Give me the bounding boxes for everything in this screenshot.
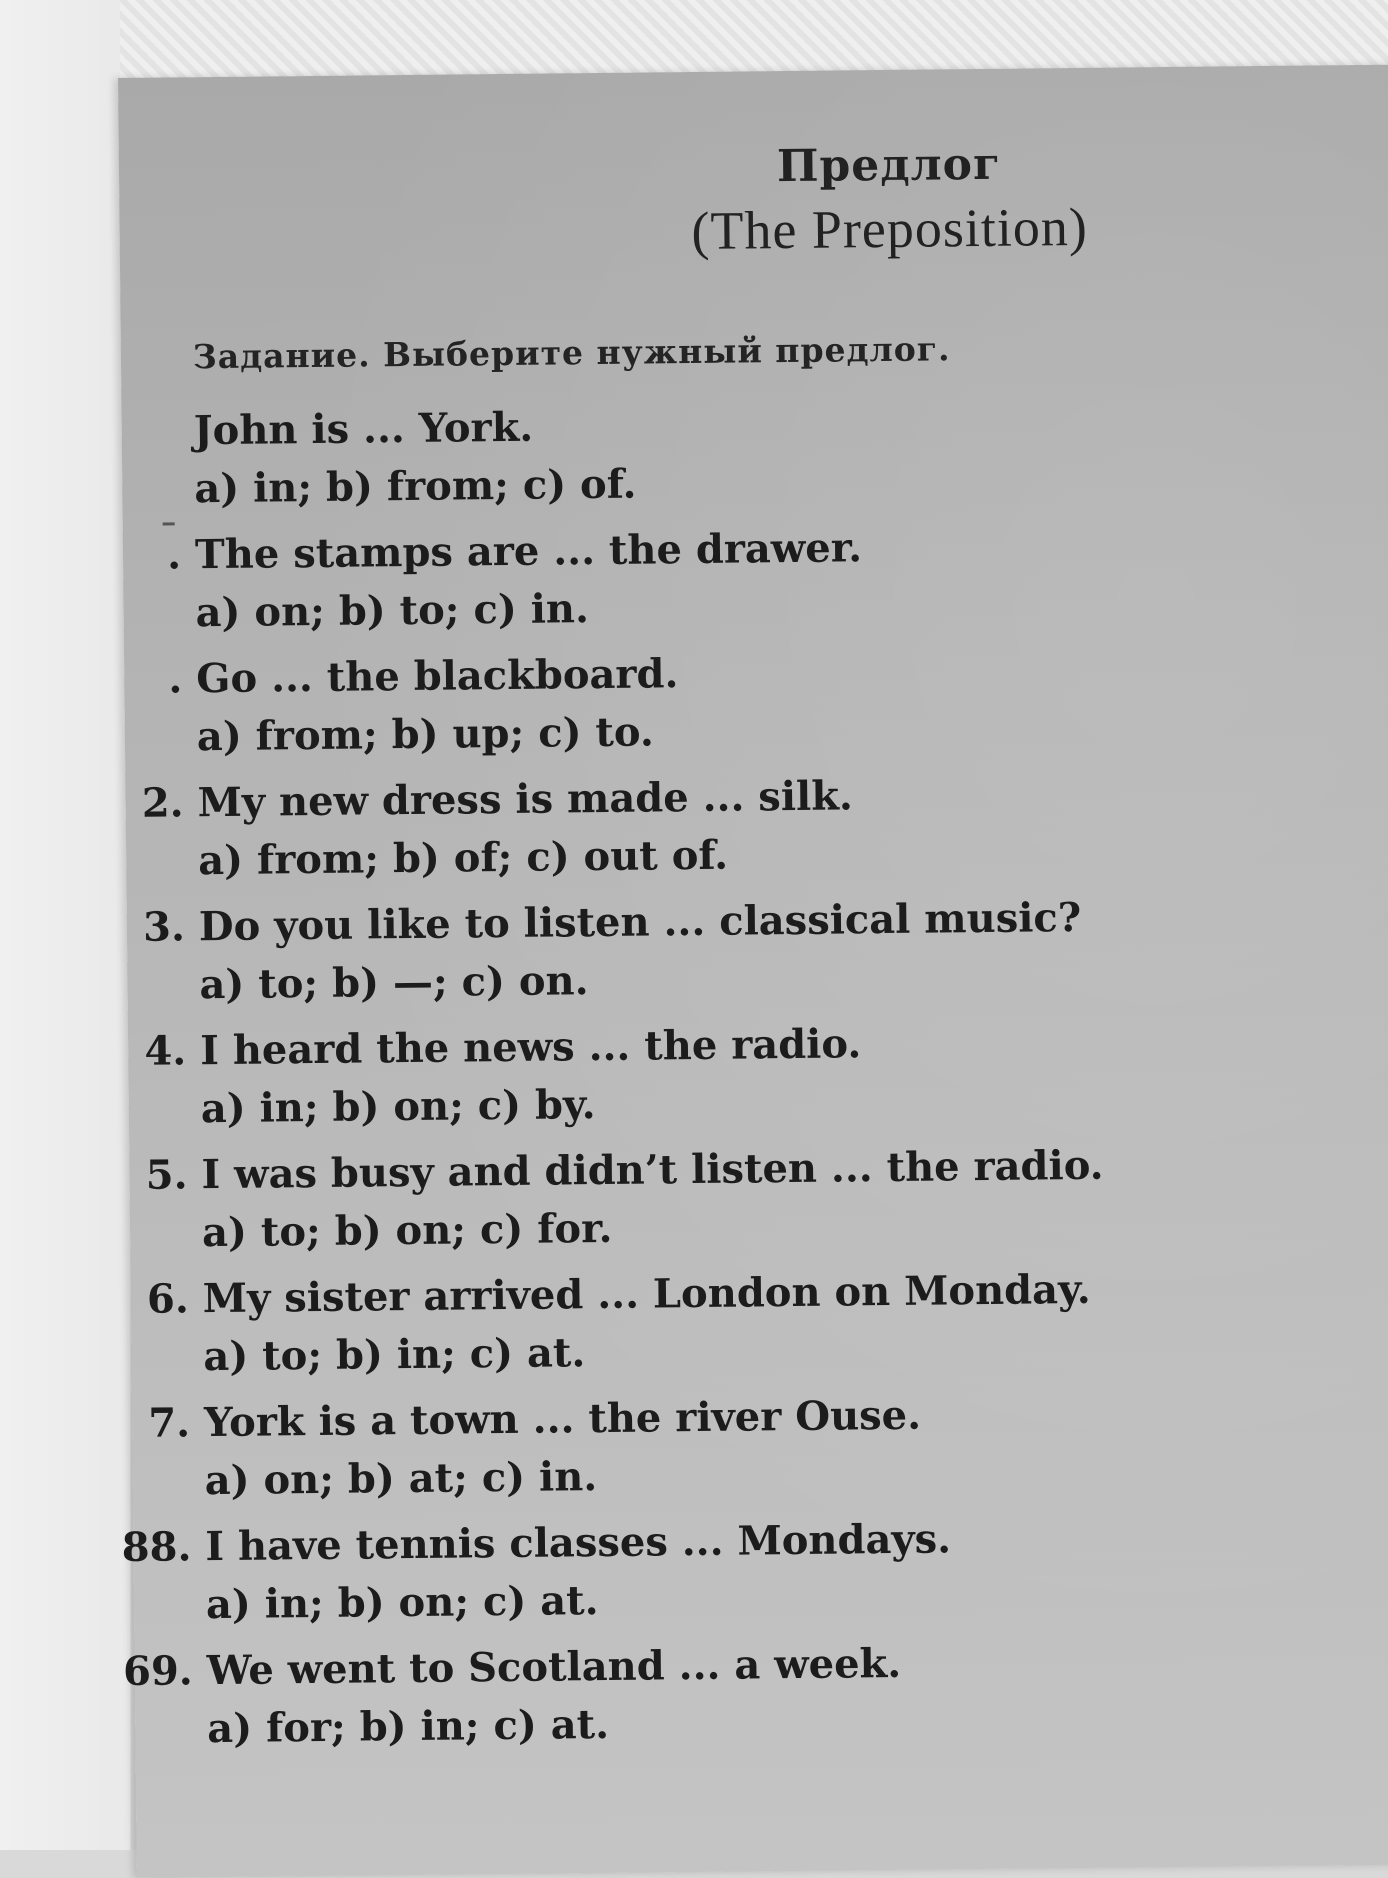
exercise-item: [129, 1139, 1330, 1276]
item-number: 2.: [141, 779, 184, 827]
task-instruction: Задание. Выберите нужный предлог.: [192, 329, 951, 377]
item-question: My sister arrived ... London on Monday.: [202, 1265, 1091, 1323]
item-question: I was busy and didn’t listen ... the radio.: [201, 1141, 1104, 1199]
item-options: a) in; b) on; c) by.: [200, 1081, 596, 1133]
item-number: 5.: [145, 1151, 188, 1199]
item-question: My new dress is made ... silk.: [197, 772, 854, 827]
margin-mark: [163, 522, 175, 525]
exercise-list: [121, 395, 1335, 1771]
exercise-item: [125, 767, 1326, 904]
exercise-item: [132, 1387, 1333, 1524]
exercise-item: [127, 891, 1328, 1028]
exercise-item: [124, 643, 1325, 780]
item-number: 88.: [121, 1523, 192, 1572]
item-number: 6.: [146, 1275, 190, 1323]
item-options: a) to; b) in; c) at.: [203, 1329, 586, 1381]
item-question: Do you like to listen ... classical music?: [198, 893, 1082, 951]
item-options: a) to; b) on; c) for.: [201, 1204, 613, 1257]
worksheet-page: [118, 64, 1388, 1877]
item-number: 7.: [148, 1399, 191, 1447]
page-title: Предлог: [776, 138, 1002, 193]
item-options: a) in; b) from; c) of.: [194, 460, 637, 513]
item-number: 4.: [144, 1027, 187, 1075]
item-question: I heard the news ... the radio.: [199, 1020, 862, 1075]
worksheet-content: [118, 64, 1388, 1877]
item-question: York is a town ... the river Ouse.: [203, 1391, 922, 1447]
page-subtitle: (The Preposition): [691, 196, 1089, 262]
item-number: 3.: [142, 903, 186, 951]
item-options: a) from; b) up; c) to.: [196, 708, 655, 761]
exercise-item: [121, 395, 1322, 532]
item-options: a) for; b) in; c) at.: [207, 1700, 610, 1753]
item-question: I have tennis classes ... Mondays.: [205, 1515, 952, 1571]
item-question: Go ... the blackboard.: [196, 650, 679, 703]
exercise-item: [123, 519, 1324, 656]
item-options: a) from; b) of; c) out of.: [197, 831, 729, 885]
item-question: We went to Scotland ... a week.: [206, 1639, 902, 1695]
item-options: a) on; b) to; c) in.: [195, 585, 590, 637]
exercise-item: [122, 1635, 1335, 1772]
exercise-item: [121, 1511, 1334, 1648]
exercise-item: [131, 1263, 1332, 1400]
exercise-item: [128, 1015, 1329, 1152]
item-number: .: [166, 531, 182, 579]
item-options: a) to; b) —; c) on.: [199, 957, 589, 1009]
item-number: 69.: [122, 1647, 193, 1696]
item-options: a) in; b) on; c) at.: [205, 1577, 599, 1629]
item-question: The stamps are ... the drawer.: [194, 524, 863, 579]
item-question: John is ... York.: [193, 403, 534, 455]
item-options: a) on; b) at; c) in.: [204, 1453, 598, 1505]
item-number: .: [168, 655, 183, 703]
